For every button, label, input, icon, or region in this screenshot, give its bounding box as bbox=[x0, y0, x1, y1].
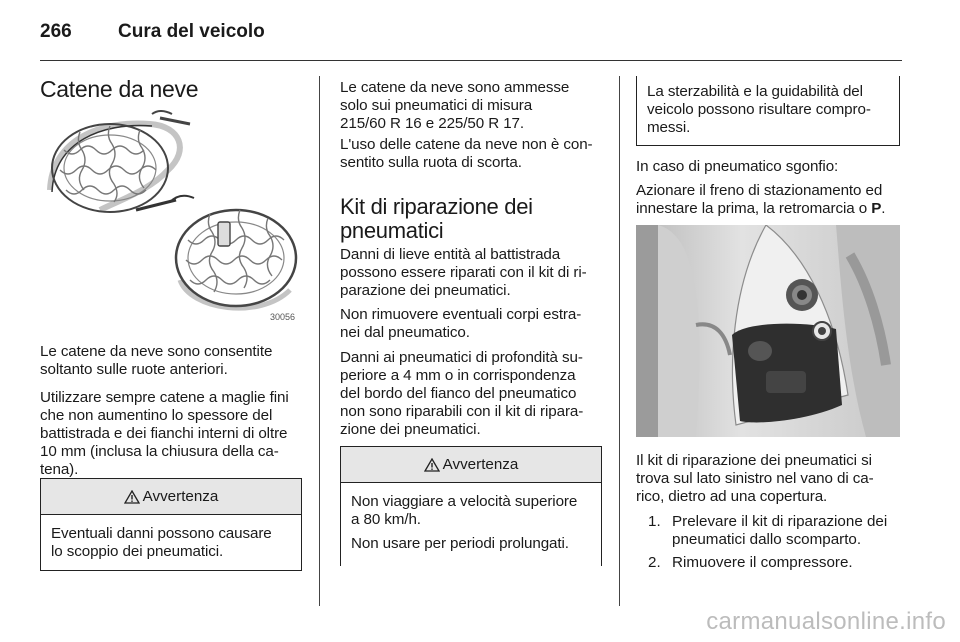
text-line: parazione dei pneumatici. bbox=[340, 282, 511, 299]
text-line: Danni di lieve entità al battistrada bbox=[340, 246, 561, 263]
cargo-compartment-photo bbox=[636, 225, 900, 437]
text-line: sentito sulla ruota di scorta. bbox=[340, 154, 522, 171]
page-header bbox=[40, 18, 902, 60]
text-line: 215/60 R 16 e 225/50 R 17. bbox=[340, 115, 525, 132]
header-rule bbox=[40, 60, 902, 61]
section-heading-repair-kit bbox=[340, 195, 606, 243]
text-line: Le catene da neve sono consentite bbox=[40, 343, 273, 360]
text-line: Rimuovere il compressore. bbox=[672, 554, 853, 571]
text-line: pneumatici dallo scomparto. bbox=[672, 531, 862, 548]
gear-p-bold: P bbox=[871, 200, 882, 217]
warning-box-1 bbox=[40, 478, 302, 571]
text-line: Non usare per periodi prolungati. bbox=[351, 535, 569, 552]
warning-header bbox=[41, 479, 301, 515]
paragraph-minor-damage bbox=[340, 246, 608, 300]
text-line: veicolo possono risultare compro- bbox=[647, 101, 871, 118]
warning-body bbox=[637, 76, 899, 137]
text-line: periore a 4 mm o in corrispondenza bbox=[340, 367, 576, 384]
text-line: messi. bbox=[647, 119, 691, 136]
text-line: Prelevare il kit di riparazione dei bbox=[672, 513, 888, 530]
text-line: trova sul lato sinistro nel vano di ca- bbox=[636, 470, 874, 487]
text-line: Non rimuovere eventuali corpi estra- bbox=[340, 306, 582, 323]
warning-triangle-icon bbox=[424, 458, 440, 472]
text-line: Il kit di riparazione dei pneumatici si bbox=[636, 452, 872, 469]
text-run: . bbox=[881, 200, 886, 217]
page-number: 266 bbox=[40, 21, 72, 42]
text-line: L'uso delle catene da neve non è con- bbox=[340, 136, 593, 153]
paragraph-kit-location bbox=[636, 452, 904, 506]
warning-header bbox=[341, 447, 601, 483]
text-line: soltanto sulle ruote anteriori. bbox=[40, 361, 228, 378]
heading-line: pneumatici bbox=[340, 218, 444, 243]
text-line: Utilizzare sempre catene a maglie fini bbox=[40, 389, 289, 406]
column-divider-1 bbox=[319, 76, 320, 606]
warning-box-continued bbox=[636, 76, 900, 146]
paragraph-fine-links bbox=[40, 389, 306, 479]
text-line: rico, dietro ad una copertura. bbox=[636, 488, 828, 505]
text-line: Eventuali danni possono causare bbox=[51, 525, 272, 542]
list-item-1 bbox=[648, 513, 902, 549]
text-line: non sono riparabili con il kit di ripara- bbox=[340, 403, 584, 420]
paragraph-flat-tyre bbox=[636, 158, 902, 176]
running-title: Cura del veicolo bbox=[118, 21, 265, 42]
snow-chains-illustration bbox=[40, 110, 304, 324]
watermark: carmanualsonline.info bbox=[706, 608, 946, 635]
list-text bbox=[672, 554, 853, 572]
warning-triangle-icon bbox=[124, 490, 140, 504]
warning-body bbox=[41, 515, 301, 561]
text-run: innestare la prima, la retromarcia o bbox=[636, 200, 872, 217]
warning-title: Avvertenza bbox=[442, 456, 519, 473]
column-divider-2 bbox=[619, 76, 620, 606]
paragraph-front-wheels bbox=[40, 343, 304, 379]
warning-text-steering bbox=[647, 83, 887, 137]
warning-text bbox=[51, 525, 289, 561]
figure-id: 30056 bbox=[270, 312, 296, 322]
text-line: che non aumentino lo spessore del bbox=[40, 407, 273, 424]
text-line: battistrada e dei fianchi interni di oltre bbox=[40, 425, 288, 442]
repair-kit-compartment-drawing bbox=[636, 225, 900, 437]
list-number: 1. bbox=[648, 513, 661, 530]
text-line: tena). bbox=[40, 461, 79, 478]
text-line: Non viaggiare a velocità superiore bbox=[351, 493, 578, 510]
text-line: Azionare il freno di stazionamento ed bbox=[636, 182, 883, 199]
warning-box-2 bbox=[340, 446, 602, 566]
text-line: possono essere riparati con il kit di ri- bbox=[340, 264, 587, 281]
heading-line: Kit di riparazione dei bbox=[340, 194, 533, 219]
text-line: La sterzabilità e la guidabilità del bbox=[647, 83, 863, 100]
text-line: a 80 km/h. bbox=[351, 511, 421, 528]
text-line: Danni ai pneumatici di profondità su- bbox=[340, 349, 583, 366]
paragraph-parking-brake bbox=[636, 182, 906, 218]
warning-text-speed bbox=[351, 493, 589, 529]
text-line: solo sui pneumatici di misura bbox=[340, 97, 533, 114]
warning-title: Avvertenza bbox=[142, 488, 219, 505]
paragraph-tyre-sizes bbox=[340, 79, 606, 133]
text-line: nei dal pneumatico. bbox=[340, 324, 470, 341]
text-line: del bordo del fianco del pneumatico bbox=[340, 385, 577, 402]
warning-body bbox=[341, 483, 601, 553]
text-line: 10 mm (inclusa la chiusura della ca- bbox=[40, 443, 279, 460]
paragraph-foreign-bodies bbox=[340, 306, 606, 342]
list-number: 2. bbox=[648, 554, 661, 571]
text-line: zione dei pneumatici. bbox=[340, 421, 481, 438]
paragraph-deep-damage bbox=[340, 349, 608, 439]
text-line: Le catene da neve sono ammesse bbox=[340, 79, 570, 96]
paragraph-spare-wheel bbox=[340, 136, 606, 172]
text-line: lo scoppio dei pneumatici. bbox=[51, 543, 224, 560]
section-heading-snow-chains: Catene da neve bbox=[40, 76, 199, 102]
list-item-2 bbox=[648, 554, 902, 572]
warning-text-duration bbox=[351, 535, 589, 553]
list-text bbox=[672, 513, 887, 549]
snow-chains-drawing bbox=[40, 110, 304, 324]
text-line bbox=[636, 200, 906, 218]
text-line: In caso di pneumatico sgonfio: bbox=[636, 158, 839, 175]
